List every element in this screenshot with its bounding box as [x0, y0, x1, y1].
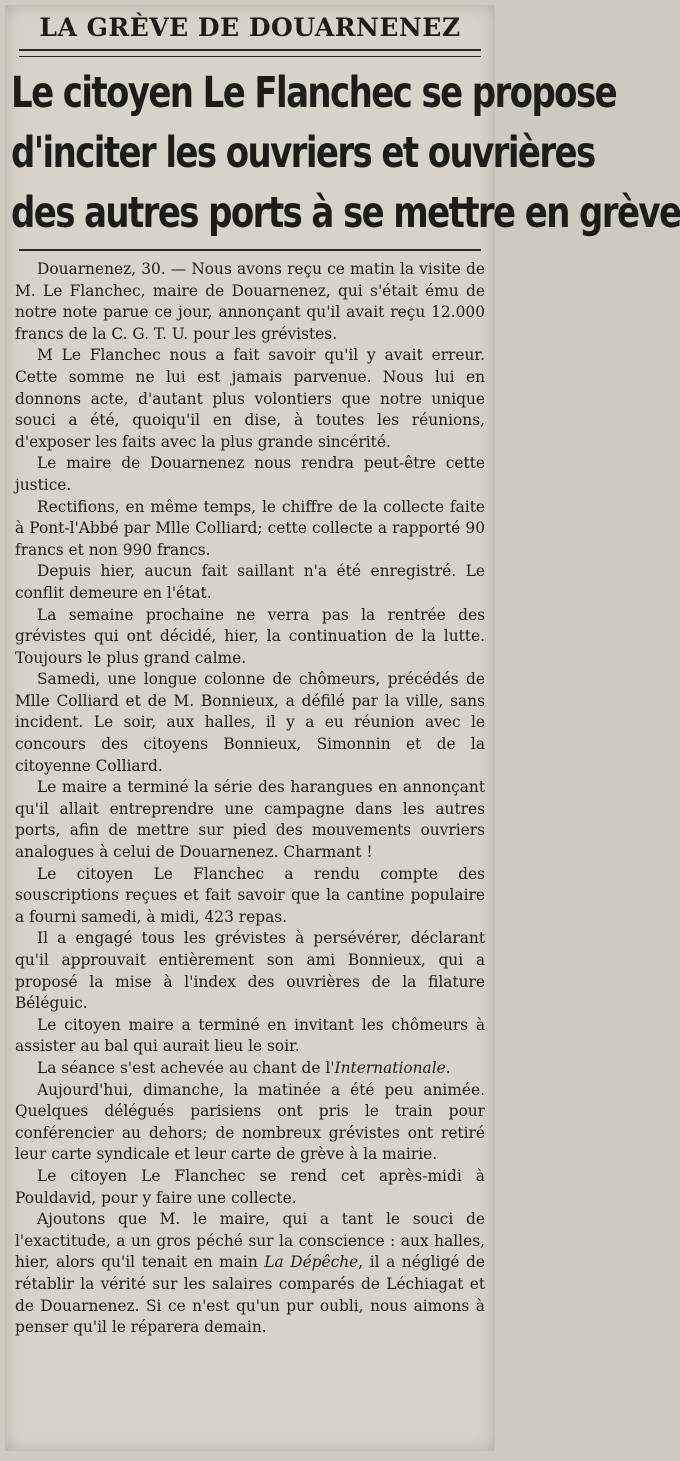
- article-paragraph-seance: [15, 1058, 485, 1080]
- article-paragraph: Samedi, une longue colonne de chômeurs, précédés de Mlle Colliard et de M. Bonnieux, a défilé par la ville, sans incident. Le soir, aux halles, il y a eu réunion avec le concours des citoyens Bonnieux, Simonnin et de la citoyenne Colliard.: [15, 670, 485, 775]
- text-run: , il a négligé de rétablir la vérité sur les salaires comparés de Léchiagat et de Douarnenez. Si ce n'est qu'un pur oubli, nous aimons à penser qu'il le réparera demain.: [15, 1253, 485, 1337]
- headline: [5, 57, 680, 243]
- headline-line: des autres ports à se mettre en grève: [11, 188, 680, 238]
- article-paragraph: La semaine prochaine ne verra pas la rentrée des grévistes qui ont décidé, hier, la continuation de la lutte. Toujours le plus grand calme.: [15, 605, 485, 667]
- text-run: La séance s'est achevée au chant de l': [37, 1058, 335, 1077]
- article-paragraph: Aujourd'hui, dimanche, la matinée a été peu animée. Quelques délégués parisiens ont pris le train pour conférencier au dehors; de nombreux grévistes ont retiré leur carte syndicale et leur carte de grève à la mairie.: [15, 1080, 485, 1164]
- article-paragraph-final: [15, 1209, 485, 1339]
- text-run: .: [445, 1058, 451, 1077]
- italic-title: Internationale: [334, 1058, 446, 1077]
- article-paragraph: Il a engagé tous les grévistes à persévérer, déclarant qu'il approuvait entièrement son ami Bonnieux, qui a proposé la mise à l'index des ouvrières de la filature Béléguic.: [15, 929, 485, 1013]
- article-paragraph: Depuis hier, aucun fait saillant n'a été enregistré. Le conflit demeure en l'état.: [15, 562, 485, 602]
- section-kicker: LA GRÈVE DE DOUARNENEZ: [39, 13, 461, 42]
- headline-line: Le citoyen Le Flanchec se propose: [11, 68, 617, 118]
- headline-line: d'inciter les ouvriers et ouvrières: [11, 128, 595, 178]
- article-paragraph: Le citoyen Le Flanchec a rendu compte des souscriptions reçues et fait savoir que la cantine populaire a fourni samedi, à midi, 423 repas.: [15, 864, 485, 926]
- newspaper-clipping: [5, 5, 680, 1451]
- article-paragraph: M Le Flanchec nous a fait savoir qu'il y avait erreur. Cette somme ne lui est jamais parvenue. Nous lui en donnons acte, d'autant plus volontiers que notre unique souci a été, quoiqu'il en dise, à toutes les réunions, d'exposer les faits avec la plus grande sincérité.: [15, 346, 485, 451]
- article-paragraph: Le maire a terminé la série des harangues en annonçant qu'il allait entreprendre une campagne dans les autres ports, afin de mettre sur pied des mouvements ouvriers analogues à celui de Douarnenez. Charmant !: [15, 778, 485, 862]
- article-paragraph: Le maire de Douarnenez nous rendra peut-être cette justice.: [15, 454, 485, 494]
- text-run: Ajoutons que M. le maire, qui a tant le souci de l'exactitude, a un gros péché sur la conscience : aux halles, hier, alors qu'il tenait en main: [15, 1210, 485, 1272]
- article-body: [5, 251, 495, 1339]
- newspaper-title: La Dépêche: [264, 1253, 359, 1272]
- article-paragraph: Le citoyen maire a terminé en invitant les chômeurs à assister au bal qui aurait lieu le soir.: [15, 1015, 485, 1056]
- article-paragraph: Rectifions, en même temps, le chiffre de la collecte faite à Pont-l'Abbé par Mlle Colliard; cette collecte a rapporté 90 francs et non 990 francs.: [15, 497, 485, 559]
- article-paragraph: Douarnenez, 30. — Nous avons reçu ce matin la visite de M. Le Flanchec, maire de Douarnenez, qui s'était ému de notre note parue ce jour, annonçant qu'il avait reçu 12.000 francs de la C. G. T. U. pour les grévistes.: [15, 260, 485, 343]
- article-paragraph: Le citoyen Le Flanchec se rend cet après-midi à Pouldavid, pour y faire une collecte.: [15, 1166, 485, 1207]
